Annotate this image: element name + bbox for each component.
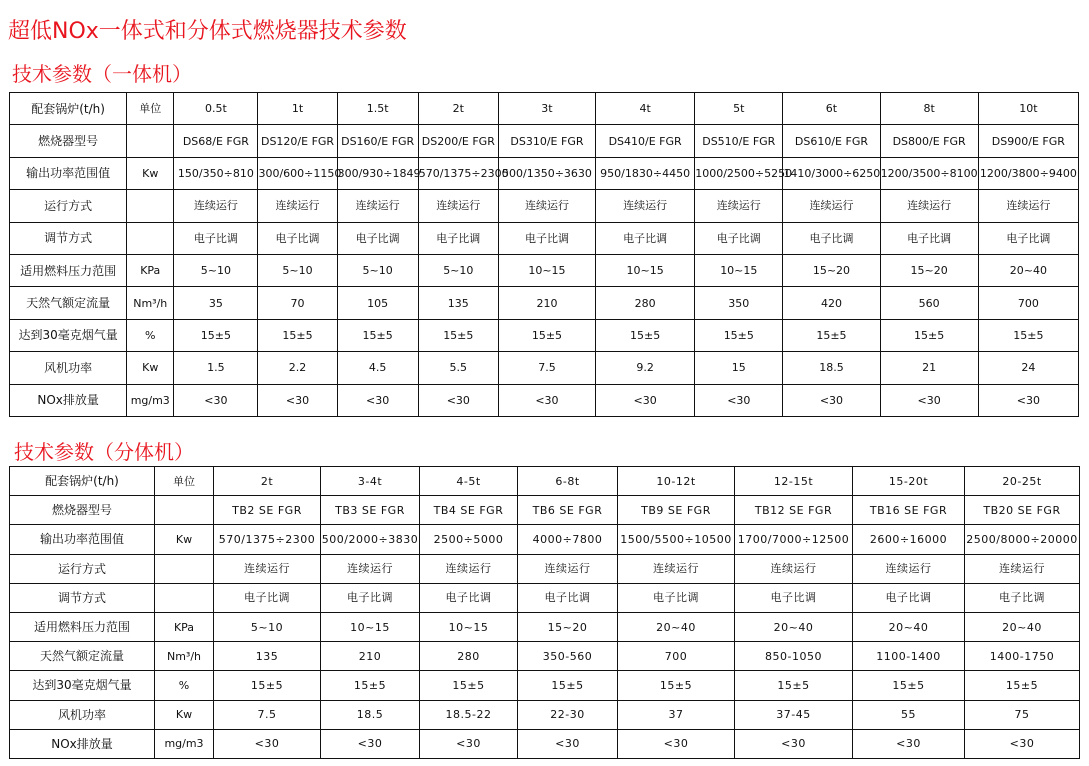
row-unit bbox=[127, 222, 174, 254]
table-cell: DS900/E FGR bbox=[978, 125, 1078, 157]
row-label: 输出功率范围值 bbox=[10, 525, 155, 554]
table-cell: 5~10 bbox=[258, 254, 337, 286]
table-cell: 950/1830÷4450 bbox=[596, 157, 695, 189]
table-cell: 105 bbox=[337, 287, 418, 319]
table-cell: 10~15 bbox=[498, 254, 595, 286]
table-cell: 电子比调 bbox=[418, 222, 498, 254]
table-cell: 70 bbox=[258, 287, 337, 319]
table-cell: DS310/E FGR bbox=[498, 125, 595, 157]
row-unit: % bbox=[127, 319, 174, 351]
table-cell: 4.5 bbox=[337, 352, 418, 384]
table-cell: 连续运行 bbox=[783, 190, 880, 222]
table-cell: 6-8t bbox=[518, 467, 618, 496]
table-cell: TB16 SE FGR bbox=[853, 496, 965, 525]
table-cell: 电子比调 bbox=[321, 583, 420, 612]
table-cell: 电子比调 bbox=[174, 222, 258, 254]
row-label: 输出功率范围值 bbox=[10, 157, 127, 189]
table-cell: 2t bbox=[214, 467, 321, 496]
row-unit: mg/m3 bbox=[155, 729, 214, 758]
table-cell: <30 bbox=[853, 729, 965, 758]
table-cell: 连续运行 bbox=[337, 190, 418, 222]
table-row bbox=[10, 352, 1079, 384]
table-row bbox=[10, 612, 1080, 641]
row-label: 运行方式 bbox=[10, 190, 127, 222]
table-cell: <30 bbox=[735, 729, 853, 758]
row-unit: Kw bbox=[127, 352, 174, 384]
row-label: NOx排放量 bbox=[10, 384, 127, 416]
table-cell: 15±5 bbox=[596, 319, 695, 351]
row-unit bbox=[127, 125, 174, 157]
table-cell: 电子比调 bbox=[783, 222, 880, 254]
table-cell: DS200/E FGR bbox=[418, 125, 498, 157]
table-cell: 连续运行 bbox=[418, 190, 498, 222]
row-label: 天然气额定流量 bbox=[10, 642, 155, 671]
table-cell: 电子比调 bbox=[618, 583, 735, 612]
row-unit bbox=[155, 554, 214, 583]
table-cell: 15±5 bbox=[420, 671, 518, 700]
table-cell: 20~40 bbox=[618, 612, 735, 641]
table-cell: <30 bbox=[214, 729, 321, 758]
table-cell: 300/930÷1849 bbox=[337, 157, 418, 189]
table-cell: 135 bbox=[214, 642, 321, 671]
row-unit: Kw bbox=[155, 525, 214, 554]
table-cell: 1100-1400 bbox=[853, 642, 965, 671]
table-cell: 500/1350÷3630 bbox=[498, 157, 595, 189]
table-row bbox=[10, 467, 1080, 496]
table-cell: 15~20 bbox=[880, 254, 978, 286]
table-cell: 2500÷5000 bbox=[420, 525, 518, 554]
table-cell: 15~20 bbox=[783, 254, 880, 286]
table-cell: <30 bbox=[518, 729, 618, 758]
table-cell: 1500/5500÷10500 bbox=[618, 525, 735, 554]
table-cell: 15±5 bbox=[783, 319, 880, 351]
table-cell: 连续运行 bbox=[596, 190, 695, 222]
table-cell: 15±5 bbox=[418, 319, 498, 351]
table-cell: 2500/8000÷20000 bbox=[965, 525, 1080, 554]
table-cell: 10~15 bbox=[695, 254, 783, 286]
table-cell: 电子比调 bbox=[258, 222, 337, 254]
table-cell: 300/600÷1150 bbox=[258, 157, 337, 189]
row-unit: KPa bbox=[155, 612, 214, 641]
table-row bbox=[10, 700, 1080, 729]
table-row bbox=[10, 157, 1079, 189]
table-cell: 55 bbox=[853, 700, 965, 729]
table-cell: 15±5 bbox=[498, 319, 595, 351]
table-cell: 7.5 bbox=[214, 700, 321, 729]
table-row bbox=[10, 287, 1079, 319]
table-row bbox=[10, 642, 1080, 671]
table-cell: 4000÷7800 bbox=[518, 525, 618, 554]
table-cell: 连续运行 bbox=[518, 554, 618, 583]
table-cell: 15±5 bbox=[337, 319, 418, 351]
row-label: 达到30毫克烟气量 bbox=[10, 319, 127, 351]
page-title: 超低NOx一体式和分体式燃烧器技术参数 bbox=[8, 19, 407, 44]
table-row bbox=[10, 319, 1079, 351]
table-cell: 电子比调 bbox=[965, 583, 1080, 612]
table-cell: 电子比调 bbox=[978, 222, 1078, 254]
table-cell: 20~40 bbox=[965, 612, 1080, 641]
table-cell: 560 bbox=[880, 287, 978, 319]
table-cell: 2t bbox=[418, 93, 498, 125]
table-cell: 18.5 bbox=[321, 700, 420, 729]
table-cell: 15±5 bbox=[214, 671, 321, 700]
row-label: NOx排放量 bbox=[10, 729, 155, 758]
table-cell: 350-560 bbox=[518, 642, 618, 671]
table-cell: <30 bbox=[337, 384, 418, 416]
row-unit: % bbox=[155, 671, 214, 700]
table-cell: 电子比调 bbox=[337, 222, 418, 254]
row-unit: 单位 bbox=[127, 93, 174, 125]
table-cell: TB6 SE FGR bbox=[518, 496, 618, 525]
table-cell: 15~20 bbox=[518, 612, 618, 641]
table-cell: 10t bbox=[978, 93, 1078, 125]
table-cell: TB3 SE FGR bbox=[321, 496, 420, 525]
table-cell: 280 bbox=[596, 287, 695, 319]
table-cell: 700 bbox=[618, 642, 735, 671]
table-cell: 1.5t bbox=[337, 93, 418, 125]
table-cell: 3t bbox=[498, 93, 595, 125]
table-cell: 1200/3500÷8100 bbox=[880, 157, 978, 189]
table-cell: 15±5 bbox=[174, 319, 258, 351]
table-row bbox=[10, 125, 1079, 157]
table-cell: 20~40 bbox=[853, 612, 965, 641]
row-unit bbox=[127, 190, 174, 222]
table-row bbox=[10, 554, 1080, 583]
table-cell: DS160/E FGR bbox=[337, 125, 418, 157]
row-unit bbox=[155, 583, 214, 612]
row-label: 适用燃料压力范围 bbox=[10, 612, 155, 641]
row-label: 天然气额定流量 bbox=[10, 287, 127, 319]
table-cell: <30 bbox=[880, 384, 978, 416]
table-cell: 15±5 bbox=[965, 671, 1080, 700]
row-unit: Nm³/h bbox=[127, 287, 174, 319]
table-cell: 18.5 bbox=[783, 352, 880, 384]
table-row bbox=[10, 729, 1080, 758]
table-cell: 150/350÷810 bbox=[174, 157, 258, 189]
table-cell: 21 bbox=[880, 352, 978, 384]
table-cell: 10~15 bbox=[596, 254, 695, 286]
table-row bbox=[10, 190, 1079, 222]
table-cell: 35 bbox=[174, 287, 258, 319]
table-cell: <30 bbox=[618, 729, 735, 758]
table-cell: 电子比调 bbox=[518, 583, 618, 612]
table-cell: 850-1050 bbox=[735, 642, 853, 671]
row-unit: Nm³/h bbox=[155, 642, 214, 671]
table-cell: <30 bbox=[321, 729, 420, 758]
table-cell: 3-4t bbox=[321, 467, 420, 496]
table-cell: 10~15 bbox=[321, 612, 420, 641]
table-cell: 连续运行 bbox=[978, 190, 1078, 222]
table-cell: 连续运行 bbox=[695, 190, 783, 222]
table-cell: 2.2 bbox=[258, 352, 337, 384]
table-cell: 4-5t bbox=[420, 467, 518, 496]
table-cell: 连续运行 bbox=[174, 190, 258, 222]
table-row bbox=[10, 254, 1079, 286]
table-cell: 连续运行 bbox=[258, 190, 337, 222]
row-label: 运行方式 bbox=[10, 554, 155, 583]
table-cell: 350 bbox=[695, 287, 783, 319]
row-unit: 单位 bbox=[155, 467, 214, 496]
row-label: 燃烧器型号 bbox=[10, 125, 127, 157]
row-label: 燃烧器型号 bbox=[10, 496, 155, 525]
table-row bbox=[10, 525, 1080, 554]
table-row bbox=[10, 496, 1080, 525]
table-cell: DS610/E FGR bbox=[783, 125, 880, 157]
table-cell: TB2 SE FGR bbox=[214, 496, 321, 525]
table-cell: 电子比调 bbox=[695, 222, 783, 254]
row-unit: mg/m3 bbox=[127, 384, 174, 416]
table-cell: 1.5 bbox=[174, 352, 258, 384]
table-cell: 电子比调 bbox=[420, 583, 518, 612]
table-cell: <30 bbox=[695, 384, 783, 416]
table-cell: 9.2 bbox=[596, 352, 695, 384]
table-cell: 电子比调 bbox=[880, 222, 978, 254]
table-cell: 6t bbox=[783, 93, 880, 125]
row-label: 调节方式 bbox=[10, 222, 127, 254]
spec-table-integrated bbox=[9, 92, 1079, 417]
table-cell: DS120/E FGR bbox=[258, 125, 337, 157]
table-cell: 15±5 bbox=[321, 671, 420, 700]
table-cell: 210 bbox=[498, 287, 595, 319]
table-cell: 5~10 bbox=[418, 254, 498, 286]
section-heading-integrated: 技术参数（一体机） bbox=[12, 62, 192, 86]
table-cell: 37 bbox=[618, 700, 735, 729]
row-unit bbox=[155, 496, 214, 525]
table-cell: 连续运行 bbox=[420, 554, 518, 583]
table-cell: 4t bbox=[596, 93, 695, 125]
table-cell: <30 bbox=[978, 384, 1078, 416]
row-unit: KPa bbox=[127, 254, 174, 286]
row-label: 配套锅炉(t/h) bbox=[10, 93, 127, 125]
spec-table-split bbox=[9, 466, 1080, 759]
table-cell: 10-12t bbox=[618, 467, 735, 496]
table-cell: 1700/7000÷12500 bbox=[735, 525, 853, 554]
table-cell: <30 bbox=[596, 384, 695, 416]
table-cell: 22-30 bbox=[518, 700, 618, 729]
row-label: 风机功率 bbox=[10, 700, 155, 729]
table-cell: 15 bbox=[695, 352, 783, 384]
table-cell: 15±5 bbox=[978, 319, 1078, 351]
table-cell: 10~15 bbox=[420, 612, 518, 641]
table-cell: 连续运行 bbox=[880, 190, 978, 222]
table-cell: 75 bbox=[965, 700, 1080, 729]
table-cell: 1t bbox=[258, 93, 337, 125]
table-row bbox=[10, 222, 1079, 254]
table-cell: DS68/E FGR bbox=[174, 125, 258, 157]
row-unit: Kw bbox=[127, 157, 174, 189]
table-cell: 18.5-22 bbox=[420, 700, 518, 729]
table-cell: 700 bbox=[978, 287, 1078, 319]
table-cell: 15±5 bbox=[735, 671, 853, 700]
table-cell: 12-15t bbox=[735, 467, 853, 496]
table-cell: 20-25t bbox=[965, 467, 1080, 496]
table-cell: DS510/E FGR bbox=[695, 125, 783, 157]
table-cell: 连续运行 bbox=[853, 554, 965, 583]
table-cell: TB4 SE FGR bbox=[420, 496, 518, 525]
table-cell: 2600÷16000 bbox=[853, 525, 965, 554]
table-cell: 500/2000÷3830 bbox=[321, 525, 420, 554]
table-cell: <30 bbox=[498, 384, 595, 416]
table-cell: 15-20t bbox=[853, 467, 965, 496]
row-label: 达到30毫克烟气量 bbox=[10, 671, 155, 700]
table-row bbox=[10, 671, 1080, 700]
table-cell: 0.5t bbox=[174, 93, 258, 125]
table-cell: 1410/3000÷6250 bbox=[783, 157, 880, 189]
table-row bbox=[10, 93, 1079, 125]
table-cell: 20~40 bbox=[735, 612, 853, 641]
table-row bbox=[10, 384, 1079, 416]
table-cell: 5~10 bbox=[174, 254, 258, 286]
table-cell: 连续运行 bbox=[498, 190, 595, 222]
table-cell: TB9 SE FGR bbox=[618, 496, 735, 525]
table-cell: 电子比调 bbox=[596, 222, 695, 254]
table-cell: 电子比调 bbox=[853, 583, 965, 612]
table-cell: 15±5 bbox=[258, 319, 337, 351]
table-cell: 15±5 bbox=[518, 671, 618, 700]
table-cell: 15±5 bbox=[695, 319, 783, 351]
table-cell: <30 bbox=[258, 384, 337, 416]
table-cell: 15±5 bbox=[853, 671, 965, 700]
table-cell: 电子比调 bbox=[735, 583, 853, 612]
table-cell: <30 bbox=[965, 729, 1080, 758]
table-cell: 5t bbox=[695, 93, 783, 125]
table-cell: 连续运行 bbox=[321, 554, 420, 583]
table-cell: <30 bbox=[174, 384, 258, 416]
table-cell: DS800/E FGR bbox=[880, 125, 978, 157]
table-cell: 15±5 bbox=[618, 671, 735, 700]
table-cell: 570/1375÷2300 bbox=[214, 525, 321, 554]
table-cell: 280 bbox=[420, 642, 518, 671]
table-cell: 20~40 bbox=[978, 254, 1078, 286]
table-cell: 210 bbox=[321, 642, 420, 671]
table-cell: 电子比调 bbox=[498, 222, 595, 254]
table-cell: 570/1375÷2300 bbox=[418, 157, 498, 189]
table-cell: 连续运行 bbox=[965, 554, 1080, 583]
table-cell: 连续运行 bbox=[735, 554, 853, 583]
section-heading-split: 技术参数（分体机） bbox=[14, 440, 194, 464]
table-cell: TB12 SE FGR bbox=[735, 496, 853, 525]
table-cell: 连续运行 bbox=[618, 554, 735, 583]
table-cell: <30 bbox=[418, 384, 498, 416]
table-cell: 连续运行 bbox=[214, 554, 321, 583]
table-cell: 37-45 bbox=[735, 700, 853, 729]
table-cell: TB20 SE FGR bbox=[965, 496, 1080, 525]
row-label: 风机功率 bbox=[10, 352, 127, 384]
table-cell: 1400-1750 bbox=[965, 642, 1080, 671]
table-cell: 8t bbox=[880, 93, 978, 125]
table-cell: 1200/3800÷9400 bbox=[978, 157, 1078, 189]
table-cell: 5~10 bbox=[337, 254, 418, 286]
table-cell: 135 bbox=[418, 287, 498, 319]
table-cell: 电子比调 bbox=[214, 583, 321, 612]
table-cell: DS410/E FGR bbox=[596, 125, 695, 157]
table-cell: 5~10 bbox=[214, 612, 321, 641]
table-cell: 15±5 bbox=[880, 319, 978, 351]
row-label: 调节方式 bbox=[10, 583, 155, 612]
table-cell: 24 bbox=[978, 352, 1078, 384]
row-label: 配套锅炉(t/h) bbox=[10, 467, 155, 496]
row-unit: Kw bbox=[155, 700, 214, 729]
table-cell: <30 bbox=[783, 384, 880, 416]
table-cell: 5.5 bbox=[418, 352, 498, 384]
table-cell: 420 bbox=[783, 287, 880, 319]
row-label: 适用燃料压力范围 bbox=[10, 254, 127, 286]
table-cell: 7.5 bbox=[498, 352, 595, 384]
table-cell: <30 bbox=[420, 729, 518, 758]
table-cell: 1000/2500÷5250 bbox=[695, 157, 783, 189]
table-row bbox=[10, 583, 1080, 612]
